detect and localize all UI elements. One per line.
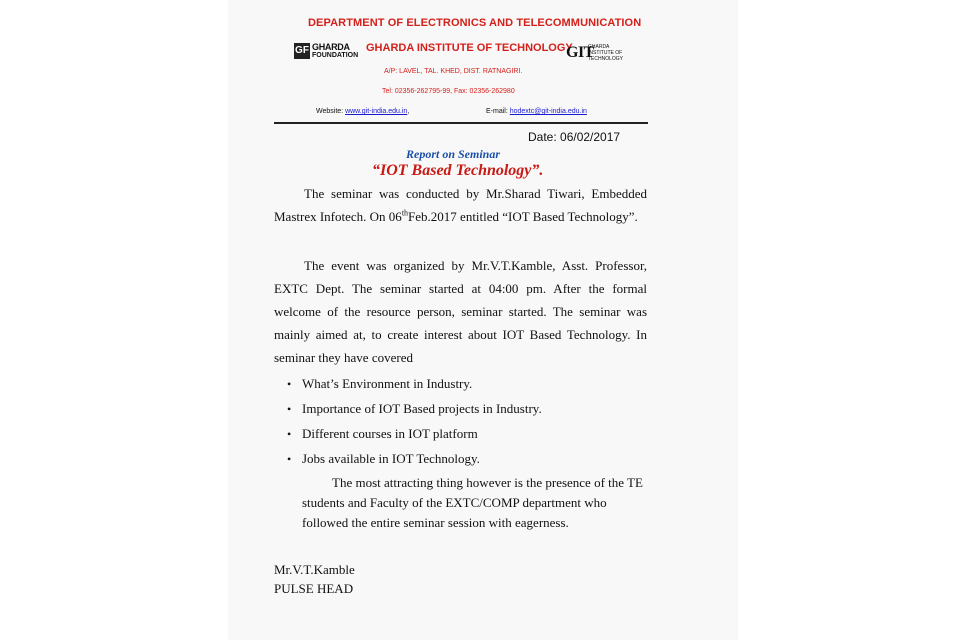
paragraph-intro (274, 182, 647, 228)
paragraph-event (274, 254, 647, 369)
gharda-foundation-logo-line2: FOUNDATION (312, 52, 359, 59)
gharda-foundation-logo (294, 42, 359, 64)
paragraph-event-text: The event was organized by Mr.V.T.Kamble, Asst. Professor, EXTC Dept. The seminar started at 04:00 pm. After the formal welcome of the resource person, seminar started. The seminar was mainly aimed at, to create interest about IOT Based Technology. In seminar they have covered (274, 258, 647, 365)
website-suffix: , (407, 108, 410, 115)
git-logo-mark: GIT (566, 44, 594, 61)
website-link[interactable]: www.git-india.edu.in (345, 108, 408, 115)
signatory-designation: PULSE HEAD (274, 581, 354, 596)
list-item: • Different courses in IOT platform (302, 424, 542, 449)
git-logo-text: GHARDA INSTITUTE OF TECHNOLOGY (588, 44, 624, 62)
department-heading: DEPARTMENT OF ELECTRONICS AND TELECOMMUNICATION (308, 17, 642, 29)
list-item: • Importance of IOT Based projects in Industry. (302, 399, 542, 424)
institute-name: GHARDA INSTITUTE OF TECHNOLOGY (366, 42, 573, 54)
letterhead-divider (274, 122, 648, 124)
institute-address: A/P: LAVEL, TAL. KHED, DIST. RATNAGIRI. (384, 68, 523, 75)
paragraph-intro-sup: th (401, 208, 409, 218)
report-date: Date: 06/02/2017 (528, 130, 621, 144)
report-heading: Report on Seminar (406, 147, 501, 161)
email-label: E-mail: (486, 108, 510, 115)
institute-tel-fax: Tel: 02356-262795-99, Fax: 02356-262980 (382, 88, 515, 95)
email-line (486, 108, 587, 115)
website-label: Website: (316, 108, 346, 115)
paragraph-closing-text: The most attracting thing however is the presence of the TE students and Faculty of the EXTC/COMP department who followed the entire seminar session with eagerness. (302, 475, 643, 530)
list-item: • Jobs available in IOT Technology. (302, 449, 542, 474)
email-link[interactable]: hodextc@git-india.edu.in (509, 108, 587, 115)
list-item: • What’s Environment in Industry. (302, 374, 542, 399)
website-line (316, 108, 409, 115)
seminar-title: “IOT Based Technology”. (372, 162, 544, 179)
gharda-foundation-logo-line1: GHARDA (312, 42, 350, 52)
topics-list (302, 374, 542, 474)
gharda-foundation-logo-mark: GF (294, 43, 310, 59)
paragraph-intro-part1: The seminar was conducted by Mr.Sharad Tiwari, Embedded Mastrex Infotech. On 06 (274, 186, 647, 224)
paragraph-intro-part2: Feb.2017 entitled “IOT Based Technology”. (408, 209, 638, 224)
paragraph-closing (302, 473, 648, 533)
signatory-name: Mr.V.T.Kamble (274, 562, 355, 577)
git-logo (566, 44, 624, 66)
